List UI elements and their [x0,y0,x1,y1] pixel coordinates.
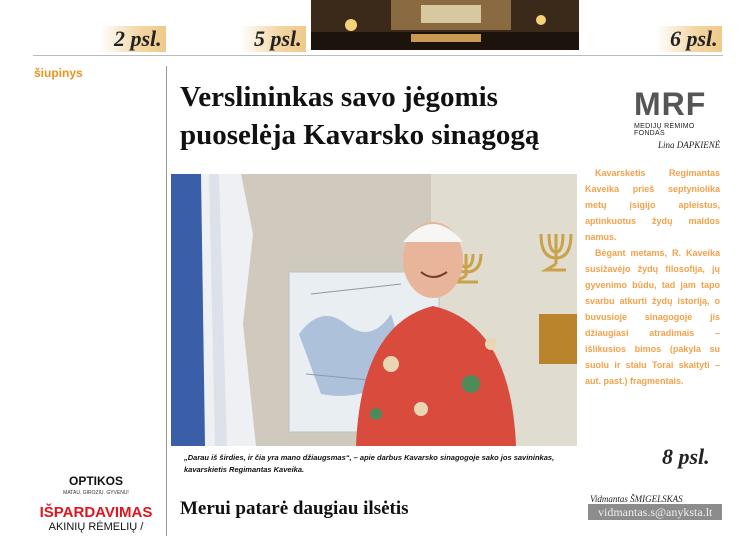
column-divider [166,66,167,536]
article-author: Lina DAPKIENĖ [658,140,721,150]
mrf-logo [634,86,724,137]
ad-sale-text: IŠPARDAVIMAS [39,504,153,521]
page-tag-2[interactable]: 2 psl. [100,26,166,52]
page-tag-6[interactable]: 6 psl. [656,26,722,52]
page-tag-8[interactable]: 8 psl. [662,444,710,469]
mrf-logo-subtitle: MEDIJŲ RĖMIMO FONDAS [634,123,695,137]
ad-subtext: AKINIŲ RĖMELIŲ / [48,521,144,533]
headline-line-2: puoselėja Kavarsko sinagogą [180,119,540,151]
page-tag-5[interactable]: 5 psl. [240,26,306,52]
secondary-author: Vidmantas ŠMIGELSKAS [590,494,683,504]
lead-paragraph-2: Bėgant metams, R. Kaveika susižavėjo žydų filosofija, jų gyvenimo būdu, tad jam tapo svarbu atkurti žydų istoriją, o buvusioje sinagogoje jis džiaugiasi atradimais – išlikusios bimos (pakyla su suolu ir stalu Torai skaityti – aut. past.) fragmentais. [585,248,720,386]
header-rule [33,55,723,56]
article-lead [585,165,720,389]
mrf-logo-text: MRF [634,86,707,122]
section-label: šiupinys [34,66,83,80]
ad-slogan: MATAU. GIROZIU. GYVENU! [63,490,129,496]
optics-ad[interactable] [33,470,159,536]
photo-caption: „Darau iš širdies, ir čia yra mano džiaugsmas“, – apie darbus Kavarsko sinagogoje sako jos savininkas, kavarskietis Regimantas Kaveika. [184,453,555,474]
article-photo[interactable] [171,174,577,446]
lead-paragraph-1: Kavarsketis Regimantas Kaveika prieš septyniolika metų įsigijo apleistus, aptinkuotus žydų maldos namus. [585,168,720,242]
headline-line-1: Verslininkas savo jėgomis [180,81,498,113]
author-email[interactable]: vidmantas.s@anyksta.lt [588,504,722,520]
top-teaser-photo[interactable] [311,0,579,50]
ad-brand: OPTIKOS [68,474,123,488]
article-headline[interactable] [180,78,600,154]
secondary-headline[interactable]: Merui patarė daugiau ilsėtis [180,498,409,519]
